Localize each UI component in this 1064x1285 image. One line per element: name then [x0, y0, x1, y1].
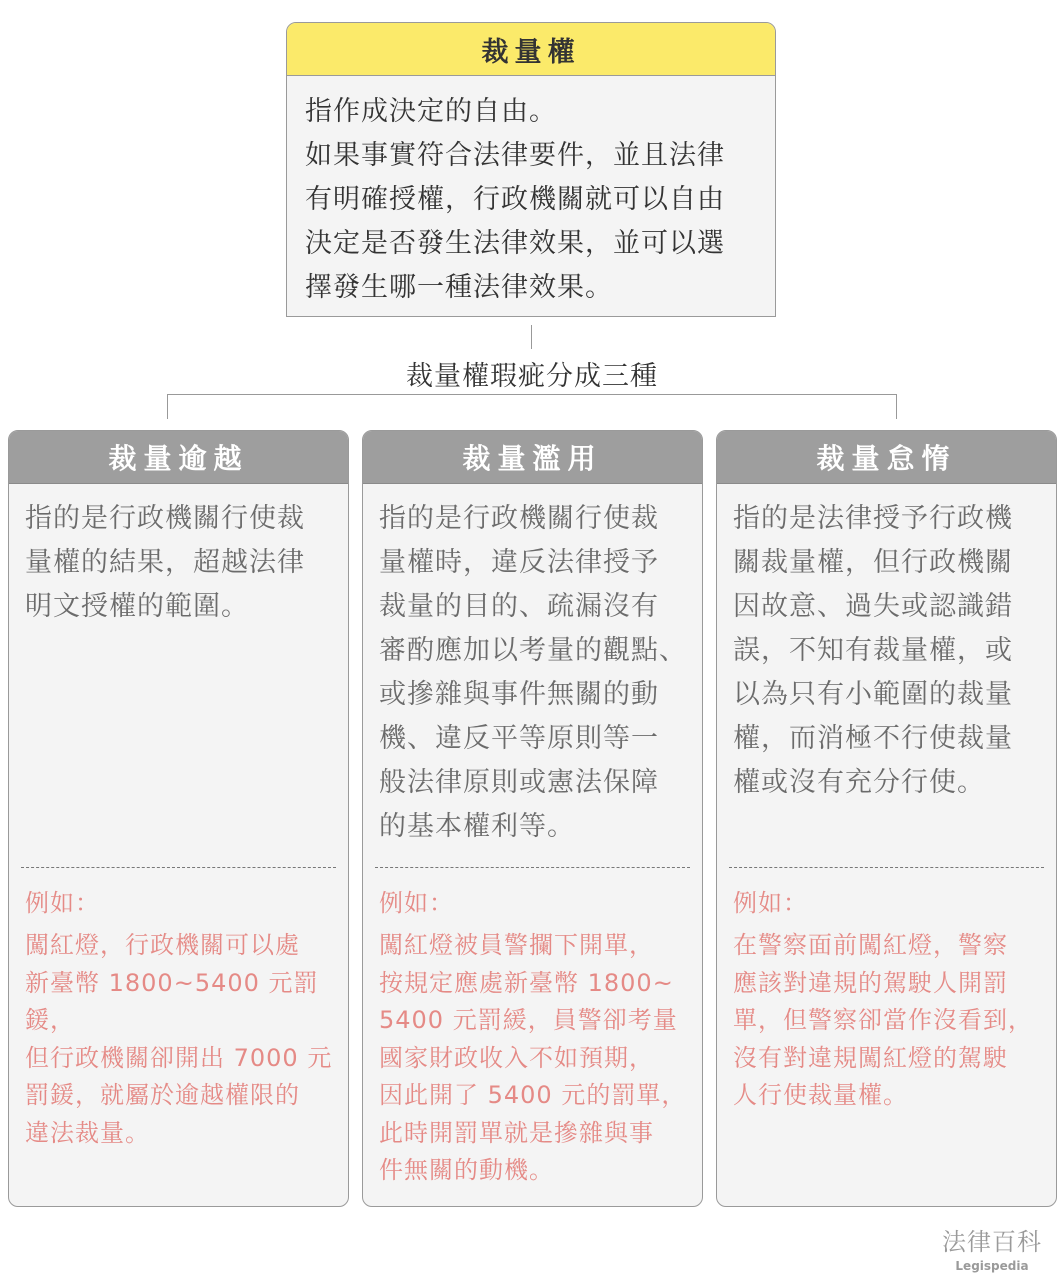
- example-label: 例如：: [25, 889, 100, 917]
- connector-line: [531, 325, 532, 349]
- dashed-divider: [729, 867, 1044, 868]
- branch-line: [167, 394, 897, 395]
- example-label: 例如：: [379, 889, 454, 917]
- legispedia-logo: [942, 1222, 1042, 1273]
- branch-line-right: [896, 394, 897, 419]
- example-label: 例如：: [733, 889, 808, 917]
- example-text: 闖紅燈被員警攔下開單， 按規定應處新臺幣 1800~ 5400 元罰緩，員警卻考量 國家財政收入不如預期， 因此開了 5400 元的罰單， 此時開罰單就是摻雜與事 件無關的動機。: [379, 931, 687, 1184]
- logo-chinese: 法律百科: [942, 1228, 1042, 1256]
- definition-box: [286, 22, 776, 317]
- card-title: 裁量濫用: [363, 431, 702, 484]
- definition-title: 裁量權: [287, 23, 775, 76]
- card-abuse: [362, 430, 703, 1207]
- card-overstep: [8, 430, 349, 1207]
- card-neglect: [716, 430, 1057, 1207]
- definition-text: 指作成決定的自由。 如果事實符合法律要件，並且法律 有明確授權，行政機關就可以自由 決定是否發生法律效果，並可以選 擇發生哪一種法律效果。: [305, 96, 725, 303]
- dashed-divider: [375, 867, 690, 868]
- dashed-divider: [21, 867, 336, 868]
- card-description: 指的是行政機關行使裁 量權的結果，超越法律 明文授權的範圍。: [25, 503, 305, 622]
- split-label: 裁量權瑕疵分成三種: [406, 361, 658, 392]
- card-title: 裁量逾越: [9, 431, 348, 484]
- example-text: 闖紅燈，行政機關可以處 新臺幣 1800~5400 元罰鍰， 但行政機關卻開出 7000 元 罰鍰，就屬於逾越權限的 違法裁量。: [25, 931, 333, 1147]
- logo-english: Legispedia: [955, 1259, 1029, 1273]
- branch-line-left: [167, 394, 168, 419]
- card-description: 指的是法律授予行政機 關裁量權，但行政機關 因故意、過失或認識錯 誤，不知有裁量權，或 以為只有小範圍的裁量 權，而消極不行使裁量 權或沒有充分行使。: [733, 503, 1013, 798]
- card-description: 指的是行政機關行使裁 量權時，違反法律授予 裁量的目的、疏漏沒有 審酌應加以考量的觀點、 或摻雜與事件無關的動 機、違反平等原則等一 般法律原則或憲法保障 的基本權利等。: [379, 503, 687, 842]
- example-text: 在警察面前闖紅燈，警察 應該對違規的駕駛人開罰 單，但警察卻當作沒看到， 沒有對違規闖紅燈的駕駛 人行使裁量權。: [733, 931, 1033, 1109]
- card-title: 裁量怠惰: [717, 431, 1056, 484]
